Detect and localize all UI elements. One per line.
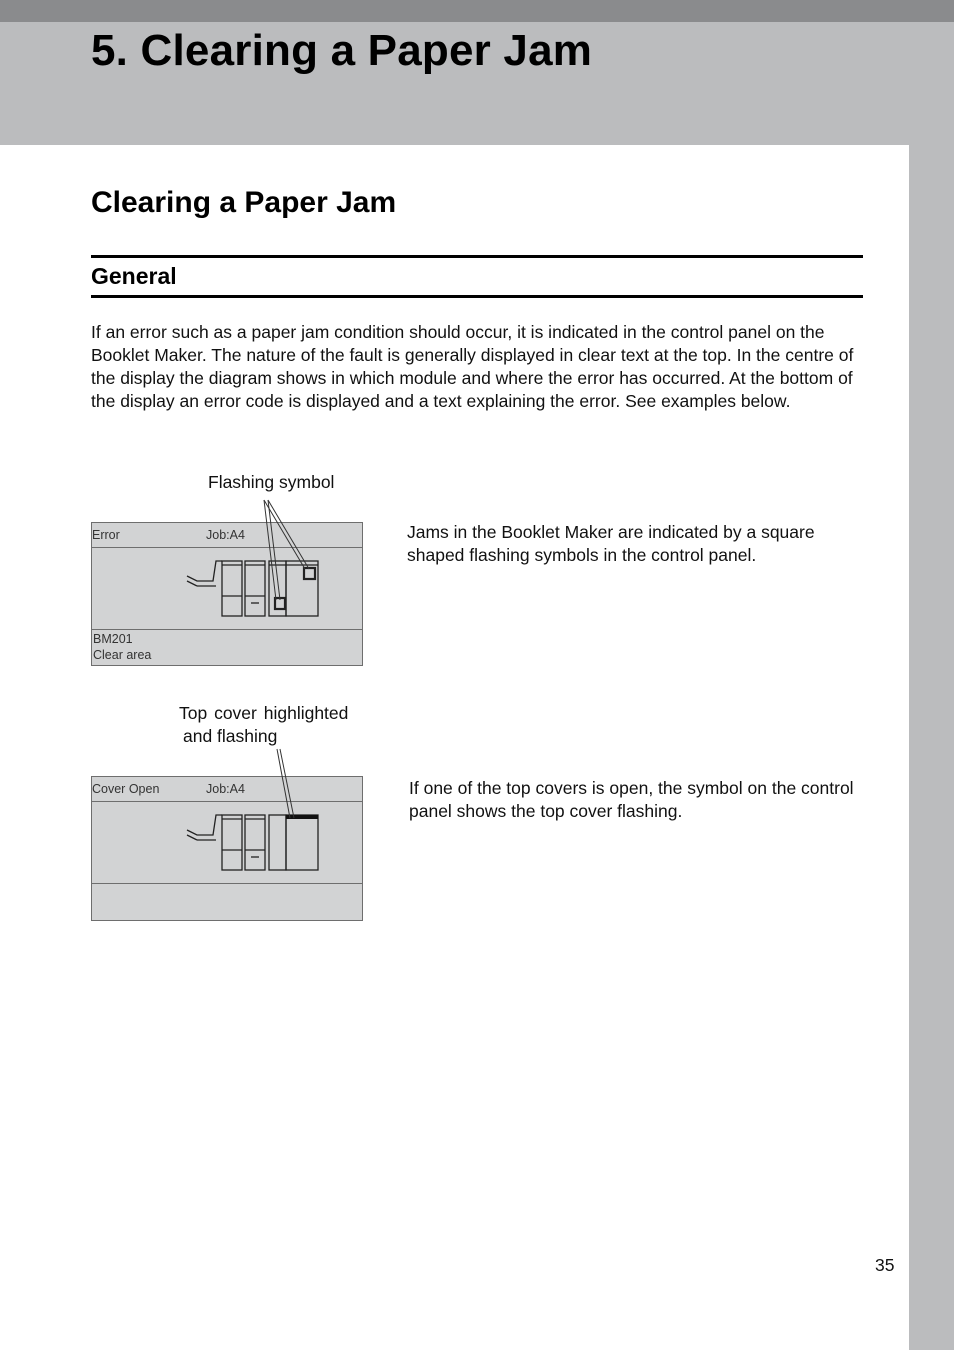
error-message: Clear area (93, 648, 152, 662)
booklet-maker-illustration-1 (187, 561, 318, 616)
section-title: Clearing a Paper Jam (91, 186, 397, 219)
chapter-title: 5. Clearing a Paper Jam (91, 26, 593, 75)
error-code: BM201 (93, 632, 133, 646)
page-number: 35 (875, 1255, 895, 1275)
error-panel-status: Error (92, 528, 120, 542)
booklet-maker-illustration-2 (187, 815, 318, 870)
top-cover-description: If one of the top covers is open, the symbol on the control panel shows the top cover flashing. (409, 778, 854, 821)
subsection-title: General (91, 263, 177, 289)
top-cover-callout-line2: and flashing (183, 726, 278, 746)
callout-leader-lines (264, 500, 309, 818)
jam-description: Jams in the Booklet Maker are indicated by a square shaped flashing symbols in the control panel. (407, 522, 815, 565)
highlighted-top-cover (286, 815, 318, 819)
flashing-symbol-callout: Flashing symbol (208, 472, 335, 492)
cover-panel-status: Cover Open (92, 782, 160, 796)
intro-paragraph: If an error such as a paper jam condition should occur, it is indicated in the control panel on the Booklet Maker. The nature of the fault is generally displayed in clear text at the top. In the centre of the display the diagram shows in which module and where the error has occurred. At the bottom of the display an error code is displayed and a text explaining the error. See examples below. (91, 322, 854, 411)
error-panel-job: Job:A4 (206, 528, 245, 542)
top-cover-callout-line1: Top cover highlighted (179, 703, 349, 723)
cover-panel-job: Job:A4 (206, 782, 245, 796)
